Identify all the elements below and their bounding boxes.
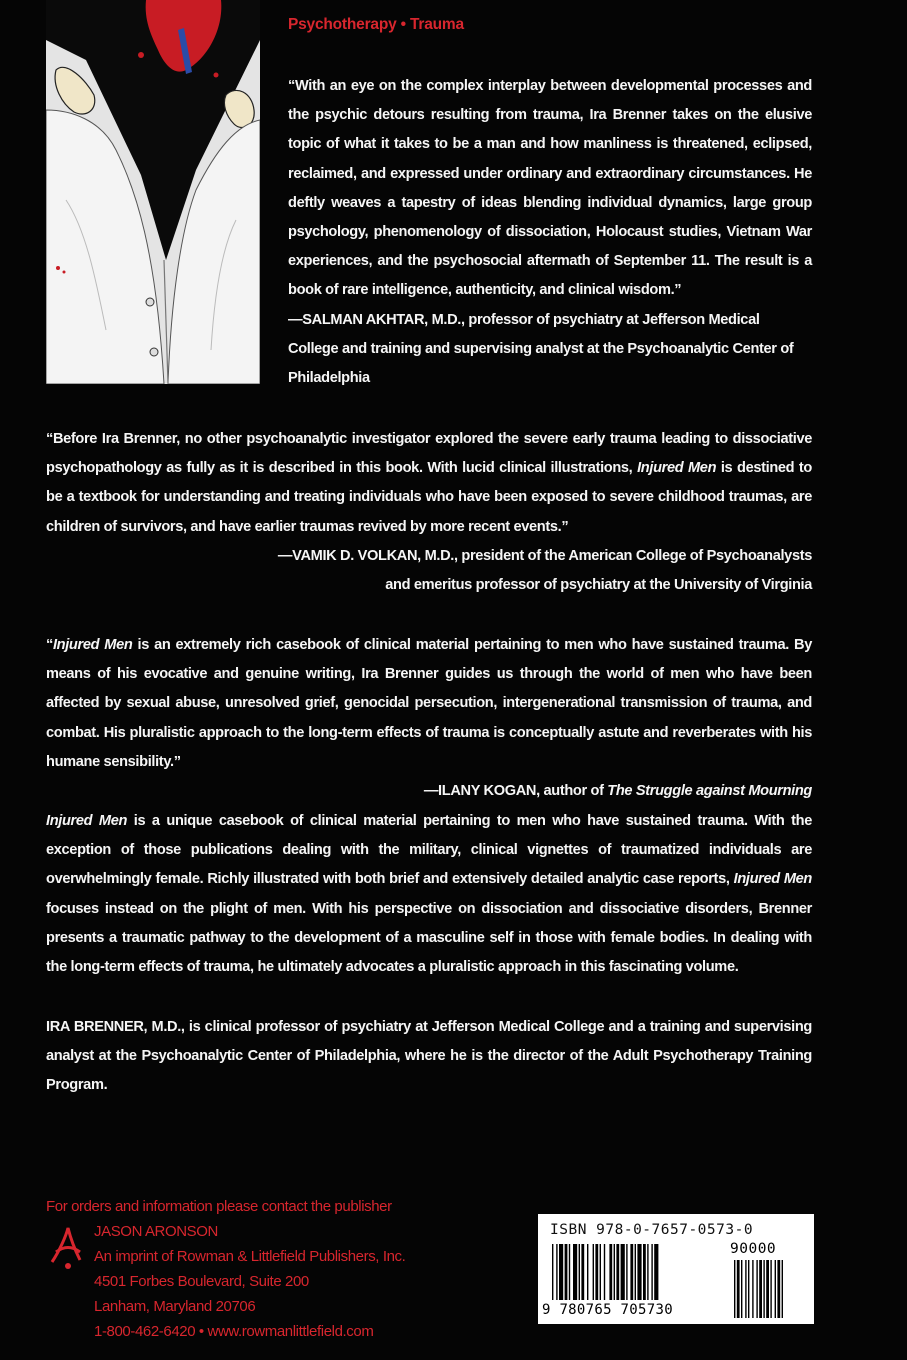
cover-illustration: [46, 0, 260, 384]
book-title: Injured Men: [46, 813, 128, 829]
publisher-imprint: An imprint of Rowman & Littlefield Publishers, Inc.: [94, 1248, 406, 1265]
book-title: Injured Men: [52, 637, 133, 653]
attribution-book-title: The Struggle against Mourning: [607, 783, 812, 800]
publisher-address-1: 4501 Forbes Boulevard, Suite 200: [94, 1273, 309, 1290]
endorsement-akhtar: [288, 72, 812, 393]
publisher-contact: 1-800-462-6420 • www.rowmanlittlefield.com: [94, 1323, 374, 1340]
quote-attribution: —SALMAN AKHTAR, M.D., professor of psychiatry at Jefferson Medical College and training and supervising analyst at the Psychoanalytic Center of Philadelphia: [288, 311, 794, 387]
publisher-address-2: Lanham, Maryland 20706: [94, 1298, 256, 1315]
quote-attribution: —VAMIK D. VOLKAN, M.D., president of the American College of Psychoanalysts: [277, 547, 812, 564]
book-title: Injured Men: [733, 871, 812, 888]
publisher-heading: For orders and information please contact the publisher: [46, 1198, 392, 1215]
quote-text: “Before Ira Brenner, no other psychoanalytic investigator explored the severe early trauma leading to dissociative psychopathology as fully as it is described in this book. With lucid clinical illustrations, Injured Men is destined to be a textbook for understanding and treating individuals who have been exposed to severe childhood traumas, are children of survivors, and have earlier traumas revived by more recent events.”: [46, 431, 812, 535]
quote-text: “Injured Men is an extremely rich casebook of clinical material pertaining to men who have sustained trauma. By means of his evocative and genuine writing, Ira Brenner guides us through the world of men who have been affected by sexual abuse, unresolved grief, genocidal persecution, intergenerational transmission of trauma, and combat. His pluralistic approach to the long-term effects of trauma is conceptually astute and reverberates with his humane sensibility.”: [46, 637, 812, 770]
endorsement-volkan: [46, 425, 812, 600]
publisher-name: JASON ARONSON: [94, 1223, 218, 1240]
publisher-info: [46, 1194, 486, 1340]
endorsement-kogan: [46, 631, 812, 806]
quote-attribution: —ILANY KOGAN, author of The Struggle against Mourning: [423, 783, 812, 800]
author-bio: IRA BRENNER, M.D., is clinical professor of psychiatry at Jefferson Medical College and a training and supervising analyst at the Psychoanalytic Center of Philadelphia, where he is the director of the Adult Psychotherapy Training Program.: [46, 1019, 812, 1094]
barcode-panel: [538, 1214, 814, 1324]
publisher-logo-icon: [46, 1222, 86, 1280]
book-title: Injured Men: [637, 460, 717, 477]
isbn-text: ISBN 978-0-7657-0573-0: [550, 1222, 754, 1238]
addon-number: 90000: [730, 1241, 777, 1257]
category-label: Psychotherapy • Trauma: [288, 16, 464, 33]
barcode-number: 9 780765 705730: [542, 1302, 673, 1318]
book-description: Injured Men is a unique casebook of clinical material pertaining to men who have sustained trauma. With the exception of those publications dealing with the military, clinical vignettes of traumatized individuals are overwhelmingly female. Richly illustrated with both brief and extensively detailed analytic case reports, Injured Men focuses instead on the plight of men. With his perspective on dissociation and dissociative disorders, Brenner presents a traumatic pathway to the development of a masculine self in those with female bodies. In dealing with the long-term effects of trauma, he ultimately advocates a pluralistic approach in this fascinating volume.: [46, 813, 812, 976]
quote-attribution-cont: and emeritus professor of psychiatry at the University of Virginia: [385, 577, 812, 594]
quote-text: “With an eye on the complex interplay between developmental processes and the psychic detours resulting from trauma, Ira Brenner takes on the elusive topic of what it takes to be a man and how manliness is threatened, eclipsed, reclaimed, and expressed under ordinary and extraordinary circumstances. He deftly weaves a tapestry of ideas blending individual dynamics, large group psychology, phenomenology of dissociation, Holocaust studies, Vietnam War experiences, and the psychosocial aftermath of September 11. The result is a book of rare intelligence, authenticity, and clinical wisdom.”: [288, 78, 812, 299]
